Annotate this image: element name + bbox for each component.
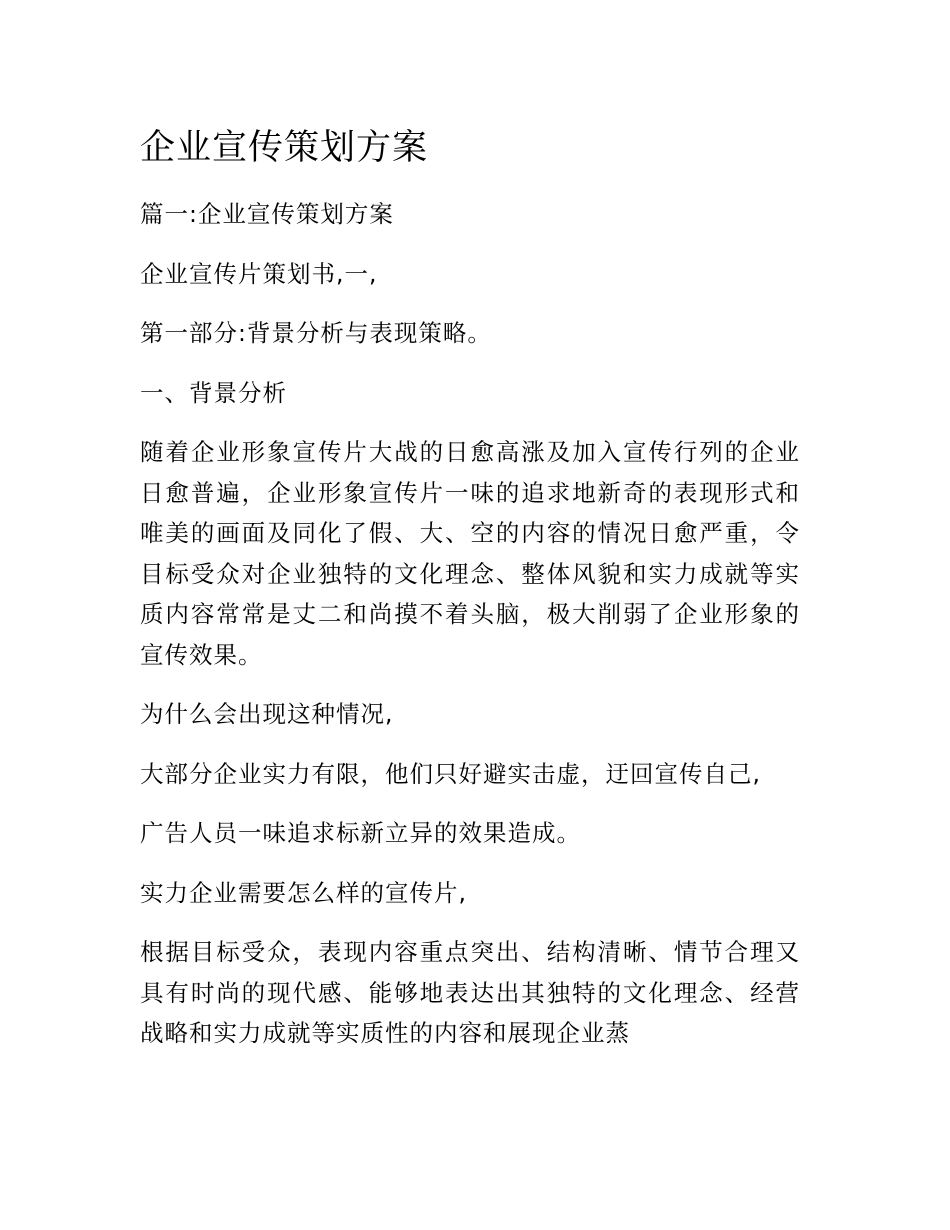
paragraph-reason-two: 广告人员一味追求标新立异的效果造成。 (140, 819, 581, 847)
paragraph-background-body: 随着企业形象宣传片大战的日愈高涨及加入宣传行列的企业日愈普遍，企业形象宣传片一味的追求地新奇的表现形式和唯美的画面及同化了假、大、空的内容的情况日愈严重，令目标受众对企业独特的文化理念、整体风貌和实力成就等实质内容常常是丈二和尚摸不着头脑，极大削弱了企业形象的宣传效果。 (140, 438, 800, 669)
paragraph-answer-body: 根据目标受众，表现内容重点突出、结构清晰、情节合理又具有时尚的现代感、能够地表达出其独特的文化理念、经营战略和实力成就等实质性的内容和展现企业蒸 (140, 938, 800, 1047)
document-page (140, 126, 800, 1054)
paragraph-part-one-heading: 第一部分:背景分析与表现策略。 (140, 319, 492, 347)
paragraph-proposal-heading: 企业宣传片策划书,一, (140, 259, 378, 288)
document-title: 企业宣传策划方案 (140, 128, 429, 168)
paragraph-reason-one: 大部分企业实力有限，他们只好避实击虚，迂回宣传自己, (140, 759, 761, 788)
paragraph-chapter-heading: 篇一:企业宣传策划方案 (140, 200, 394, 228)
paragraph-question-one: 为什么会出现这种情况, (140, 700, 394, 728)
paragraph-section-heading: 一、背景分析 (140, 378, 287, 407)
paragraph-question-two: 实力企业需要怎么样的宣传片, (140, 878, 467, 907)
